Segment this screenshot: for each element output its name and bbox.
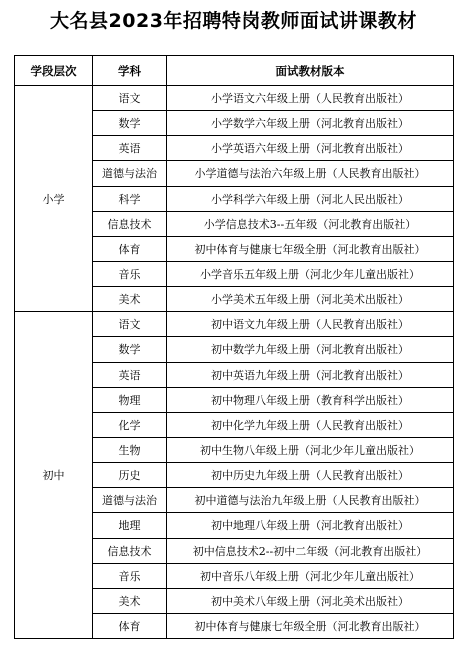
header-textbook: 面试教材版本 xyxy=(167,56,454,86)
textbook-cell: 初中数学九年级上册（河北教育出版社） xyxy=(167,337,454,362)
subject-cell: 英语 xyxy=(93,136,167,161)
page-title: 大名县2023年招聘特岗教师面试讲课教材 xyxy=(50,10,417,32)
subject-cell: 地理 xyxy=(93,513,167,538)
subject-cell: 化学 xyxy=(93,412,167,437)
textbook-table xyxy=(14,55,454,639)
stage-cell: 小学 xyxy=(15,86,93,312)
table-body xyxy=(15,86,454,639)
stage-cell: 初中 xyxy=(15,312,93,639)
textbook-cell: 初中化学九年级上册（人民教育出版社） xyxy=(167,412,454,437)
subject-cell: 美术 xyxy=(93,588,167,613)
subject-cell: 生物 xyxy=(93,437,167,462)
subject-cell: 语文 xyxy=(93,86,167,111)
textbook-cell: 小学信息技术3--五年级（河北教育出版社） xyxy=(167,211,454,236)
textbook-cell: 初中美术八年级上册（河北美术出版社） xyxy=(167,588,454,613)
subject-cell: 音乐 xyxy=(93,563,167,588)
textbook-cell: 小学数学六年级上册（河北教育出版社） xyxy=(167,111,454,136)
table-header-row xyxy=(15,56,454,86)
subject-cell: 语文 xyxy=(93,312,167,337)
textbook-cell: 初中历史九年级上册（人民教育出版社） xyxy=(167,463,454,488)
subject-cell: 音乐 xyxy=(93,261,167,286)
subject-cell: 体育 xyxy=(93,236,167,261)
subject-cell: 物理 xyxy=(93,387,167,412)
subject-cell: 数学 xyxy=(93,111,167,136)
textbook-cell: 初中体育与健康七年级全册（河北教育出版社） xyxy=(167,613,454,638)
table-row xyxy=(15,312,454,337)
subject-cell: 体育 xyxy=(93,613,167,638)
subject-cell: 道德与法治 xyxy=(93,161,167,186)
header-stage: 学段层次 xyxy=(15,56,93,86)
textbook-cell: 初中信息技术2--初中二年级（河北教育出版社） xyxy=(167,538,454,563)
textbook-cell: 初中生物八年级上册（河北少年儿童出版社） xyxy=(167,437,454,462)
textbook-cell: 小学道德与法治六年级上册（人民教育出版社） xyxy=(167,161,454,186)
textbook-cell: 小学英语六年级上册（河北教育出版社） xyxy=(167,136,454,161)
subject-cell: 英语 xyxy=(93,362,167,387)
textbook-cell: 小学科学六年级上册（河北人民出版社） xyxy=(167,186,454,211)
textbook-cell: 初中体育与健康七年级全册（河北教育出版社） xyxy=(167,236,454,261)
subject-cell: 道德与法治 xyxy=(93,488,167,513)
textbook-cell: 小学音乐五年级上册（河北少年儿童出版社） xyxy=(167,261,454,286)
textbook-cell: 初中语文九年级上册（人民教育出版社） xyxy=(167,312,454,337)
subject-cell: 美术 xyxy=(93,287,167,312)
textbook-cell: 小学美术五年级上册（河北美术出版社） xyxy=(167,287,454,312)
textbook-cell: 初中道德与法治九年级上册（人民教育出版社） xyxy=(167,488,454,513)
textbook-cell: 初中地理八年级上册（河北教育出版社） xyxy=(167,513,454,538)
subject-cell: 信息技术 xyxy=(93,211,167,236)
textbook-cell: 初中音乐八年级上册（河北少年儿童出版社） xyxy=(167,563,454,588)
table-row xyxy=(15,86,454,111)
subject-cell: 信息技术 xyxy=(93,538,167,563)
subject-cell: 历史 xyxy=(93,463,167,488)
textbook-cell: 小学语文六年级上册（人民教育出版社） xyxy=(167,86,454,111)
textbook-cell: 初中英语九年级上册（河北教育出版社） xyxy=(167,362,454,387)
subject-cell: 科学 xyxy=(93,186,167,211)
textbook-cell: 初中物理八年级上册（教育科学出版社） xyxy=(167,387,454,412)
subject-cell: 数学 xyxy=(93,337,167,362)
header-subject: 学科 xyxy=(93,56,167,86)
